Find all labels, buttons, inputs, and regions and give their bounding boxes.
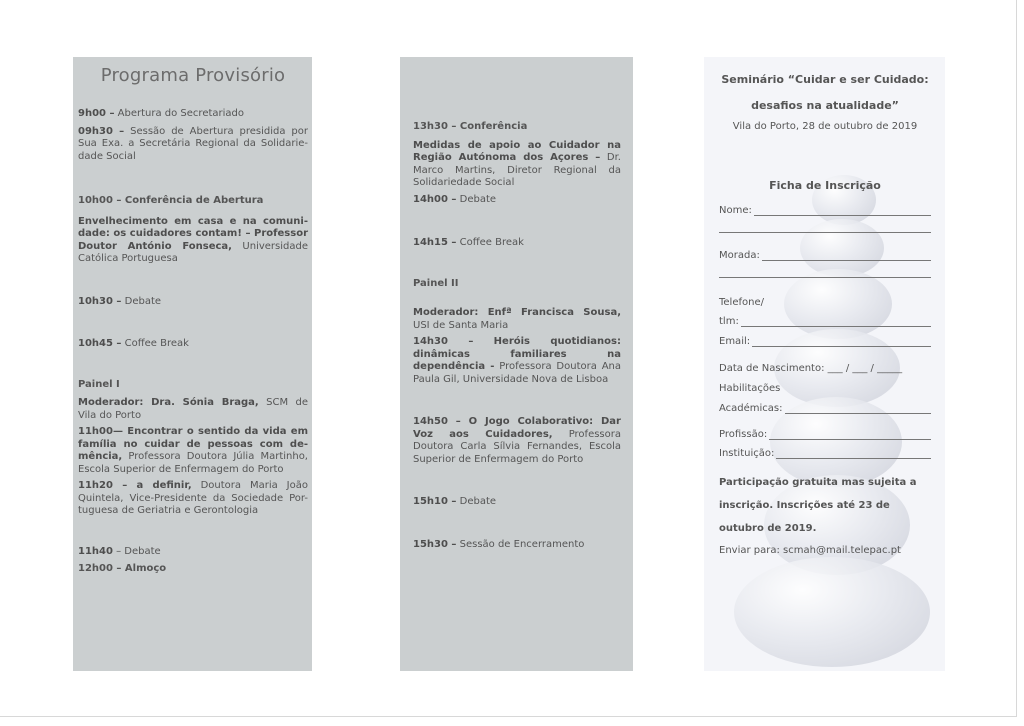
registration-column: [704, 57, 945, 671]
instituicao-field[interactable]: [719, 445, 931, 459]
academicas-label: Académicas:: [719, 403, 783, 414]
morada-label: Morada:: [719, 250, 760, 261]
tlm-field[interactable]: [719, 313, 931, 327]
item-coffee-1045: 10h45 – Coffee Break: [78, 338, 189, 349]
telefone-label: Telefone/: [719, 297, 764, 308]
item-a-definir: 11h20 – a definir, Doutora Maria João Quintela, Vice-Presidente da Sociedade Por-tuguesa de Geriatria e Gerontologia: [78, 480, 308, 516]
item-debate-1140: 11h40 – Debate: [78, 545, 161, 557]
item-debate-1510: 15h10 – Debate: [413, 496, 497, 507]
morada-extra-line[interactable]: [719, 267, 931, 278]
item-conferencia-abertura: 10h00 – Conferência de Abertura: [78, 195, 264, 206]
program-heading: Programa Provisório: [100, 65, 286, 86]
item-debate-1030: 10h30 – Debate: [78, 295, 162, 307]
telefone-label-row: [719, 294, 931, 308]
instituicao-label: Instituição:: [719, 448, 775, 459]
tlm-label: tlm:: [719, 316, 739, 327]
item-envelhecimento: Envelhecimento em casa e na comuni-dade: os cuidadores contam! – Professor Doutor António Fonseca, Universidade Católica Portuguesa: [78, 215, 308, 264]
email-field[interactable]: [719, 333, 931, 347]
item-jogo-colaborativo: 14h50 – O Jogo Colaborativo: Dar Voz aos Cuidadores, Professora Doutora Carla Sílvia Fernandes, Escola Superior de Enfermagem do Porto: [413, 416, 622, 465]
ficha-title: Ficha de Inscrição: [769, 178, 881, 192]
item-moderador-2: Moderador: Enfª Francisca Sousa, USI de Santa Maria: [413, 307, 621, 331]
item-sentido-vida: 11h00— Encontrar o sentido da vida em família no cuidar de pessoas com de-mência, Professora Doutora Júlia Martinho, Escola Superior de Enfermagem do Porto: [78, 426, 308, 475]
location-date: Vila do Porto, 28 de outubro de 2019: [732, 121, 918, 132]
item-herois: 14h30 – Heróis quotidianos: dinâmicas familiares na dependência - Professora Doutora Ana Paula Gil, Universidade Nova de Lisboa: [413, 336, 622, 385]
habilitacoes-label: Habilitações: [719, 383, 781, 394]
morada-field[interactable]: [719, 247, 931, 261]
nome-extra-line[interactable]: [719, 222, 931, 233]
item-medidas-apoio: Medidas de apoio ao Cuidador na Região Autónoma dos Açores – Dr. Marco Martins, Diretor Regional da Solidariedade Social: [413, 139, 621, 188]
item-almoco: 12h00 – Almoço: [78, 563, 167, 574]
painel-ii-heading: Painel II: [413, 277, 459, 289]
enviar-email[interactable]: Enviar para: scmah@mail.telepac.pt: [719, 545, 901, 556]
program-column-1: [73, 57, 312, 671]
item-debate-1400: 14h00 – Debate: [413, 193, 497, 205]
nome-field[interactable]: [719, 202, 931, 216]
nome-label: Nome:: [719, 205, 752, 216]
profissao-field[interactable]: [719, 426, 931, 440]
item-conferencia-1330: 13h30 – Conferência: [413, 121, 528, 132]
profissao-label: Profissão:: [719, 429, 768, 440]
academicas-field[interactable]: [719, 400, 931, 414]
item-moderador-1: Moderador: Dra. Sónia Braga, SCM de Vila do Porto: [78, 397, 308, 421]
painel-i-heading: Painel I: [78, 378, 120, 390]
program-column-2: [400, 57, 633, 671]
item-coffee-1415: 14h15 – Coffee Break: [413, 237, 524, 248]
participacao-note: Participação gratuita mas sujeita a inscrição. Inscrições até 23 de outubro de 2019.: [719, 477, 917, 534]
stone-decoration: [734, 557, 930, 667]
item-sessao-abertura: 09h30 – Sessão de Abertura presidida por Sua Exa. a Secretária Regional da Solidarie-dade Social: [78, 125, 308, 162]
data-nascimento-field[interactable]: [719, 360, 931, 374]
data-nascimento-label: Data de Nascimento: ___ / ___ / _____: [719, 363, 903, 374]
item-encerramento: 15h30 – Sessão de Encerramento: [413, 538, 585, 550]
email-label: Email:: [719, 336, 751, 347]
seminar-title: Seminário “Cuidar e ser Cuidado: desafios na atualidade”: [721, 73, 929, 112]
habilitacoes-label-row: [719, 380, 931, 394]
item-abertura-secretariado: 9h00 – Abertura do Secretariado: [78, 108, 245, 119]
